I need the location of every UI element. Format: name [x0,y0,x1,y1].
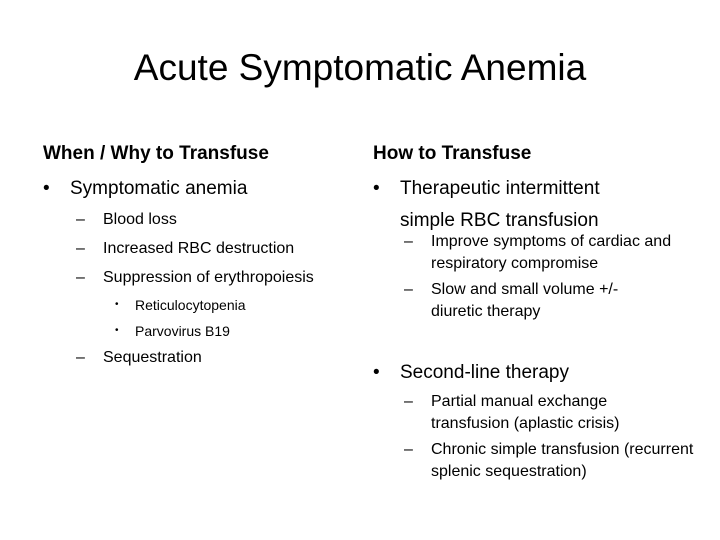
list-item [115,321,335,341]
dash-marker: – [76,269,85,286]
list-item [76,209,366,231]
slide-title: Acute Symptomatic Anemia [133,47,587,88]
list-item [373,357,693,389]
dash-marker: – [76,349,85,366]
left-column-heading: When / Why to Transfuse [43,143,269,164]
dash-marker: – [404,393,413,410]
list-item-text: Increased RBC destruction [103,240,295,257]
right-column-heading: How to Transfuse [373,143,532,164]
bullet-marker: • [115,325,119,336]
list-item-text: Slow and small volume +/- diuretic therapy [431,281,619,320]
list-item [76,267,366,289]
list-item-text: Improve symptoms of cardiac and respiratory compromise [431,233,672,272]
list-item-text: Suppression of erythropoiesis [103,269,314,286]
bullet-marker: • [373,178,380,199]
list-item [404,391,694,435]
list-item [76,347,366,369]
list-item [404,439,704,483]
dash-marker: – [76,240,85,257]
bullet-marker: • [373,362,380,383]
list-item-text: Second-line therapy [400,362,569,383]
bullet-marker: • [43,178,50,199]
list-item-text: Sequestration [103,349,202,366]
dash-marker: – [404,233,413,250]
dash-marker: – [404,441,413,458]
list-item [43,173,343,205]
dash-marker: – [404,281,413,298]
list-item-text: Blood loss [103,211,177,228]
list-item [404,279,694,323]
list-item-text: Parvovirus B19 [135,323,230,339]
list-item-text: Symptomatic anemia [70,178,248,199]
list-item [404,231,694,275]
dash-marker: – [76,211,85,228]
list-item [76,238,366,260]
list-item [373,173,693,237]
list-item [115,295,335,315]
list-item-text: Chronic simple transfusion (recurrent splenic sequestration) [431,441,694,480]
list-item-text: Therapeutic intermittent simple RBC transfusion [400,178,600,231]
list-item-text: Reticulocytopenia [135,297,246,313]
list-item-text: Partial manual exchange transfusion (aplastic crisis) [431,393,620,432]
bullet-marker: • [115,299,119,310]
